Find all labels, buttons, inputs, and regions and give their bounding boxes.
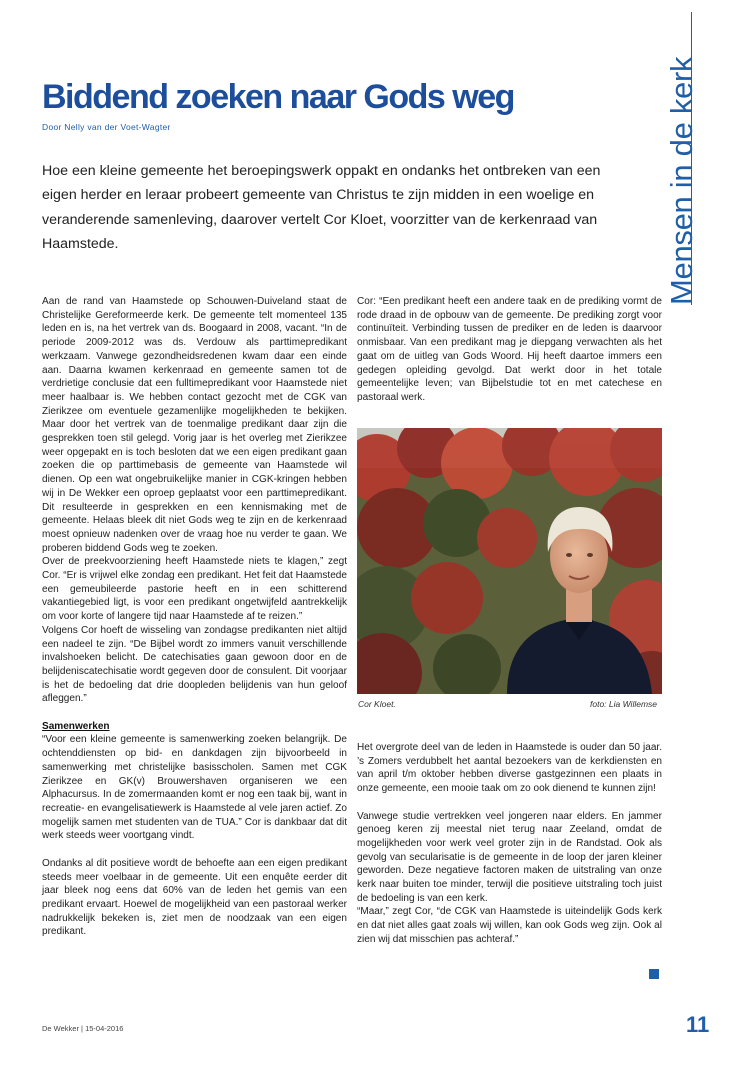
paragraph: “Voor een kleine gemeente is samenwerking zoeken belangrijk. De ochtenddiensten op bid- en dankdagen zijn bijvoorbeeld in samenwerking met christelijke basisscholen. Samen met CGK Zierikzee en GK(v) Brouwershaven organiseren we een Alphacursus. In de zomermaanden komt er nog een taak bij, want in recreatie- en evangelisatiewerk is Haamstede al vele jaren actief. Zo mogelijk samen met studenten van de TUA.” Cor is dankbaar dat dit werk steeds weer voortgang vindt. bbox=[42, 734, 347, 842]
article-lead: Hoe een kleine gemeente het beroepingswerk oppakt en ondanks het ontbreken van een eigen herder en leraar probeert gemeente van Christus te zijn midden in een woelige en veranderende samenleving, daarover vertelt Cor Kloet, voorzitter van de kerkenraad van Haamstede. bbox=[42, 163, 601, 253]
paragraph: Vanwege studie vertrekken veel jongeren naar elders. En jammer genoeg keren zij meestal niet terug naar Zeeland, omdat de mogelijkheden voor werk veel groter zijn in de Randstad. Ook als gevolg van secularisatie is de gemeente in de loop der jaren kleiner geworden. Deze negatieve factoren maken de uitstraling van onze kerk naar buiten toe minder, terwijl die positieve uitstraling toch juist de bedoeling is van een kerk. bbox=[357, 810, 662, 904]
photo-illustration bbox=[357, 428, 662, 694]
article-column-right-top bbox=[357, 295, 662, 405]
subheading-samenwerken: Samenwerken bbox=[42, 720, 110, 732]
article-byline: Door Nelly van der Voet-Wagter bbox=[42, 122, 171, 132]
paragraph: Volgens Cor hoeft de wisseling van zondagse predikanten niet altijd een nadeel te zijn. “De Bijbel wordt zo immers vanuit verschillende invalshoeken belicht. De catechisaties gaan gewoon door en de belijdeniscatechisatie wordt gegeven door de consulent. Dit voorjaar is het de bedoeling dat drie doopleden belijdenis van hun geloof afleggen.” bbox=[42, 624, 347, 705]
page-number: 11 bbox=[686, 1012, 710, 1037]
paragraph: Over de preekvoorziening heeft Haamstede niets te klagen,” zegt Cor. “Er is vrijwel elke zondag een predikant. Het feit dat Haamstede een gemeubileerde pastorie heeft en in een schitterend vakantiegebied ligt, is voor een predikant ongetwijfeld aantrekkelijk om voor korte of langere tijd naar Haamstede af te reizen.” bbox=[42, 556, 347, 623]
footer-issue: De Wekker | 15-04-2016 bbox=[42, 1024, 124, 1033]
section-label: Mensen in de kerk bbox=[664, 56, 699, 305]
portrait-photo bbox=[357, 428, 662, 694]
article-end-mark bbox=[649, 969, 659, 979]
article-column-left bbox=[42, 295, 347, 939]
photo-credit: foto: Lia Willemse bbox=[590, 699, 658, 709]
paragraph: “Maar,” zegt Cor, “de CGK van Haamstede is uiteindelijk Gods kerk en dat niet alles gaat zoals wij willen, kan ook Gods weg zijn. Ook al zien wij dat misschien pas achteraf.” bbox=[357, 906, 662, 945]
article-column-right-bottom bbox=[357, 741, 662, 947]
paragraph: Het overgrote deel van de leden in Haamstede is ouder dan 50 jaar. ’s Zomers verdubbelt het aantal bezoekers van de kerkdiensten en van april t/m oktober hebben diverse gastgezinnen een plaats in onze gemeente, een mooie taak om zo ook dienend te kunnen zijn! bbox=[357, 742, 662, 795]
photo-caption: Cor Kloet. bbox=[358, 699, 396, 709]
paragraph: Cor: “Een predikant heeft een andere taak en de prediking vormt de rode draad in de opbouw van de gemeente. De prediking zorgt voor continuïteit. Verbinding tussen de prediker en de leden is daarvoor onmisbaar. Van een predikant mag je diepgang verwachten als het gaat om de uitleg van Gods Woord. Hij heeft daartoe immers een gedegen opleiding gevolgd. Dat werkt door in het totale gemeentelijke leven; van Bijbelstudie tot en met catechese en pastoraal werk. bbox=[357, 296, 662, 403]
paragraph: Ondanks al dit positieve wordt de behoefte aan een eigen predikant steeds meer voelbaar in de gemeente. Uit een enquête eerder dit jaar bleek nog eens dat 60% van de leden het gemis van een predikant ervaart. Hoewel de mogelijkheid van een pastoraal werker nadrukkelijk bekeken is, ziet men de noodzaak van een eigen predikant. bbox=[42, 857, 347, 938]
paragraph: Aan de rand van Haamstede op Schouwen-Duiveland staat de Christelijke Gereformeerde kerk. De gemeente telt momenteel 135 leden en is, na het vertrek van ds. Boogaard in 2008, vacant. “In de periode 2009-2012 was ds. Verdouw als parttimepredikant werkzaam. Vanwege gezondheidsredenen kwam daar een einde aan. Daarna kwamen kerkenraad en gemeente samen tot de verdrietige conclusie dat een fulltimepredikant voor Haamstede niet meer haalbaar is. We hebben contact gezocht met de CGK van Zierikzee om eventuele gezamenlijke mogelijkheden te bekijken. Maar door het vertrek van de toenmalige predikant daar zijn die gesprekken toen stil gelegd. Vorig jaar is het overleg met Zierikzee weer opgepakt en is toch besloten dat we een eigen predikant gaan zoeken die op parttimebasis de gemeente van Haamstede wil dienen. Op een wat ongebruikelijke manier in CGK-kringen hebben wij in De Wekker een oproep geplaatst voor een parttimepredikant. Dit resulteerde in gesprekken en een kennismaking met de gemeente. Helaas bleek dit niet Gods weg te zijn en de kerkenraad moest opnieuw nadenken over de vraag hoe nu verder te gaan. We proberen biddend Gods weg te zoeken. bbox=[42, 296, 347, 554]
article-title: Biddend zoeken naar Gods weg bbox=[42, 78, 514, 116]
